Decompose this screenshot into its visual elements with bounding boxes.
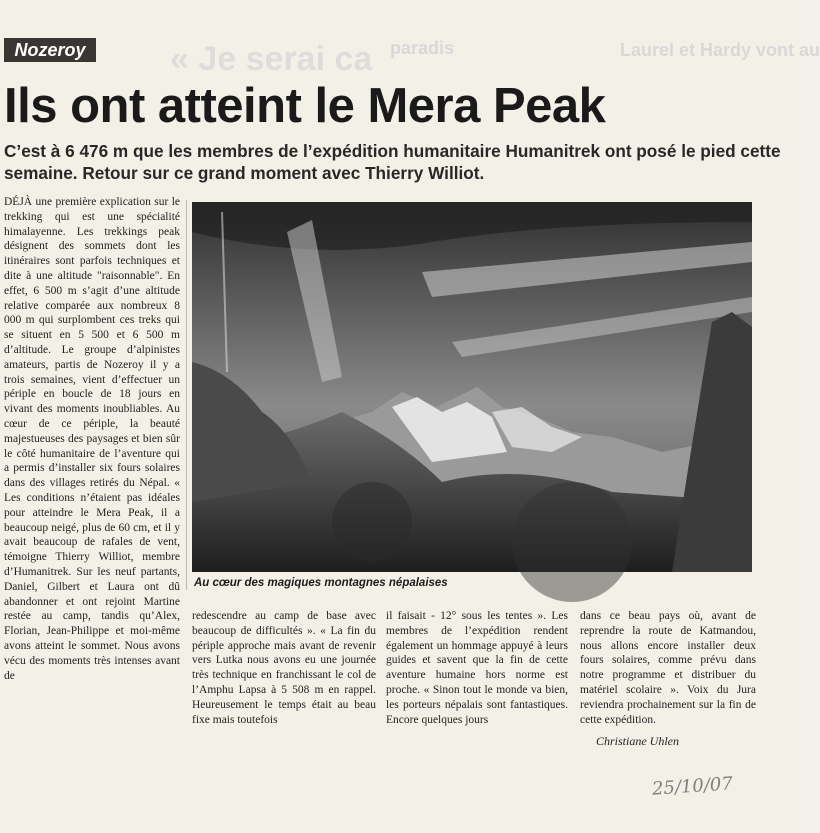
body-column-1 <box>4 195 180 683</box>
photo-caption: Au cœur des magiques montagnes népalaises <box>194 577 448 589</box>
bleedthrough-text-left: « Je serai ca <box>170 40 373 78</box>
handwritten-date: 25/10/07 <box>651 773 734 800</box>
body-text: dans ce beau pays où, avant de reprendre la route de Katmandou, nous allons encore installer deux fours solaires, comme prévu dans notre programme et distribuer du matériel scolaire ». Voix du Jura reviendra prochainement sur la fin de cette expédition. <box>580 610 756 726</box>
standfirst: C’est à 6 476 m que les membres de l’expédition humanitaire Humanitrek ont posé le pied cette semaine. Retour sur ce grand moment avec Thierry Williot. <box>4 141 781 183</box>
mountain-photo <box>192 202 752 572</box>
photo-illustration <box>192 202 752 572</box>
body-text: redescendre au camp de base avec beaucoup de difficultés ». « La fin du périple approche mais avant de revenir vers Lutka nous avons eu une journée très technique en franchissant le col de l’Amphu Lapsa à 5 508 m en rappel. Heureusement le temps était au beau fixe mais toutefois <box>192 610 376 726</box>
column-rule <box>186 200 187 590</box>
bleedthrough-text-center: paradis <box>390 38 455 58</box>
body-text: DÉJÀ une première explication sur le trekking qui est une spécialité himalayenne. Les trekkings peak désignent des sommets dont les itinéraires sont parfois techniques et dite à une altitude "raisonnable". En effet, 6 500 m s’agit d’une altitude relative comparée aux nombreux 8 000 m qui surplombent ces treks qui se situent en 5 500 et 6 500 m d’altitude. Le groupe d’alpinistes amateurs, partis de Nozeroy il y a trois semaines, vient d’effectuer un périple en boucle de 18 jours en vivant des moments inoubliables. Au cœur de ce périple, la beauté majestueuses des paysages et bien sûr le côté humanitaire de l’aventure qui a permis d’installer six fours solaires dans des villages retirés du Népal. « Les conditions n’étaient pas idéales pour atteindre le Mera Peak, il a beaucoup neigé, plus de 60 cm, et il y avait beaucoup de rafales de vent, témoigne Thierry Williot, membre d’Humanitrek. Sur les neuf partants, Daniel, Gilbert et Laura ont dû abandonner et ont rejoint Martine restée au camp, tandis qu’Alex, Florian, Jean-Philippe et moi-même avons atteint le sommet. Nous avons vécu des moments très intenses avant de <box>4 196 180 682</box>
byline: Christiane Uhlen <box>596 734 679 748</box>
bleedthrough-text-right: Laurel et Hardy vont au <box>620 40 820 60</box>
section-kicker: Nozeroy <box>4 38 96 62</box>
body-column-4 <box>580 609 756 727</box>
body-column-3 <box>386 609 568 727</box>
headline: Ils ont atteint le Mera Peak <box>4 79 606 133</box>
body-text: il faisait - 12° sous les tentes ». Les membres de l’expédition rendent également un hommage appuyé à leurs guides et savent que la fin de cette aventure humaine hors norme est proche. « Sinon tout le monde va bien, les porteurs népalais sont fantastiques. Encore quelques jours <box>386 610 568 726</box>
body-column-2 <box>192 609 376 727</box>
